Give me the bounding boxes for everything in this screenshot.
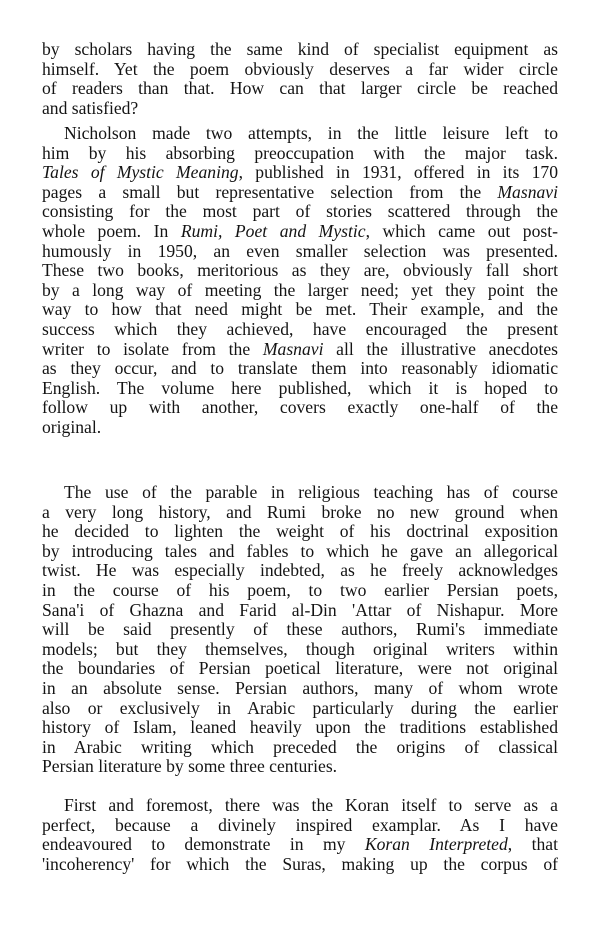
text-line: 'incoherency' for which the Suras, making up the corpus of [42,853,558,874]
text-line: First and foremost, there was the Koran itself to serve as a [64,795,558,815]
text-line: consisting for the most part of stories scattered through the [42,201,558,222]
text-line: of readers than that. How can that larger circle be reached [42,78,558,99]
text-line: humously in 1950, an even smaller selection was presented. [42,240,558,261]
text-line: perfect, because a divinely inspired examplar. As I have [42,814,558,835]
paragraph [42,124,558,438]
text-line: models; but they themselves, though original writers within [42,638,558,659]
text-line: Nicholson made two attempts, in the little leisure left to [64,123,558,143]
paragraph [42,796,558,874]
text-line: in the course of his poem, to two earlier Persian poets, [42,579,558,600]
paragraph [42,483,558,777]
text-line: English. The volume here published, which it is hoped to [42,377,558,398]
text-line: twist. He was especially indebted, as he freely acknowledges [42,560,558,581]
paragraph [42,40,558,118]
text-line: and satisfied? [42,97,139,118]
text-line: will be said presently of these authors, Rumi's immediate [42,619,558,640]
text-line: he decided to lighten the weight of his doctrinal exposition [42,521,558,542]
text-line: pages a small but representative selection from the Masnavi [42,181,558,202]
text-line: in Arabic writing which preceded the origins of classical [42,736,558,757]
text-line: by scholars having the same kind of specialist equipment as [42,39,558,59]
text-line: by introducing tales and fables to which he gave an allegorical [42,540,558,561]
text-line: by a long way of meeting the larger need; yet they point the [42,279,558,300]
text-line: endeavoured to demonstrate in my Koran Interpreted, that [42,834,558,855]
text-line: writer to isolate from the Masnavi all the illustrative anecdotes [42,338,558,359]
text-line: also or exclusively in Arabic particularly during the earlier [42,697,558,718]
text-line: in an absolute sense. Persian authors, many of whom wrote [42,677,558,698]
text-line: history of Islam, leaned heavily upon the traditions established [42,717,558,738]
text-line: way to how that need might be met. Their example, and the [42,299,558,320]
text-line: success which they achieved, have encouraged the present [42,318,558,339]
text-line: the boundaries of Persian poetical literature, were not original [42,658,558,679]
text-line: Persian literature by some three centuries. [42,756,338,777]
text-line: whole poem. In Rumi, Poet and Mystic, which came out post- [42,220,558,241]
text-line: Sana'i of Ghazna and Farid al-Din 'Attar of Nishapur. More [42,599,558,620]
text-line: original. [42,416,102,437]
text-line: These two books, meritorious as they are, obviously fall short [42,260,558,281]
text-line: The use of the parable in religious teaching has of course [64,482,558,502]
text-line: Tales of Mystic Meaning, published in 1931, offered in its 170 [42,162,559,183]
text-line: him by his absorbing preoccupation with the major task. [42,142,558,163]
text-line: as they occur, and to translate them into reasonably idiomatic [42,358,558,379]
text-line: follow up with another, covers exactly one-half of the [42,397,558,418]
text-line: a very long history, and Rumi broke no new ground when [42,501,558,522]
text-line: himself. Yet the poem obviously deserves a far wider circle [42,58,558,79]
